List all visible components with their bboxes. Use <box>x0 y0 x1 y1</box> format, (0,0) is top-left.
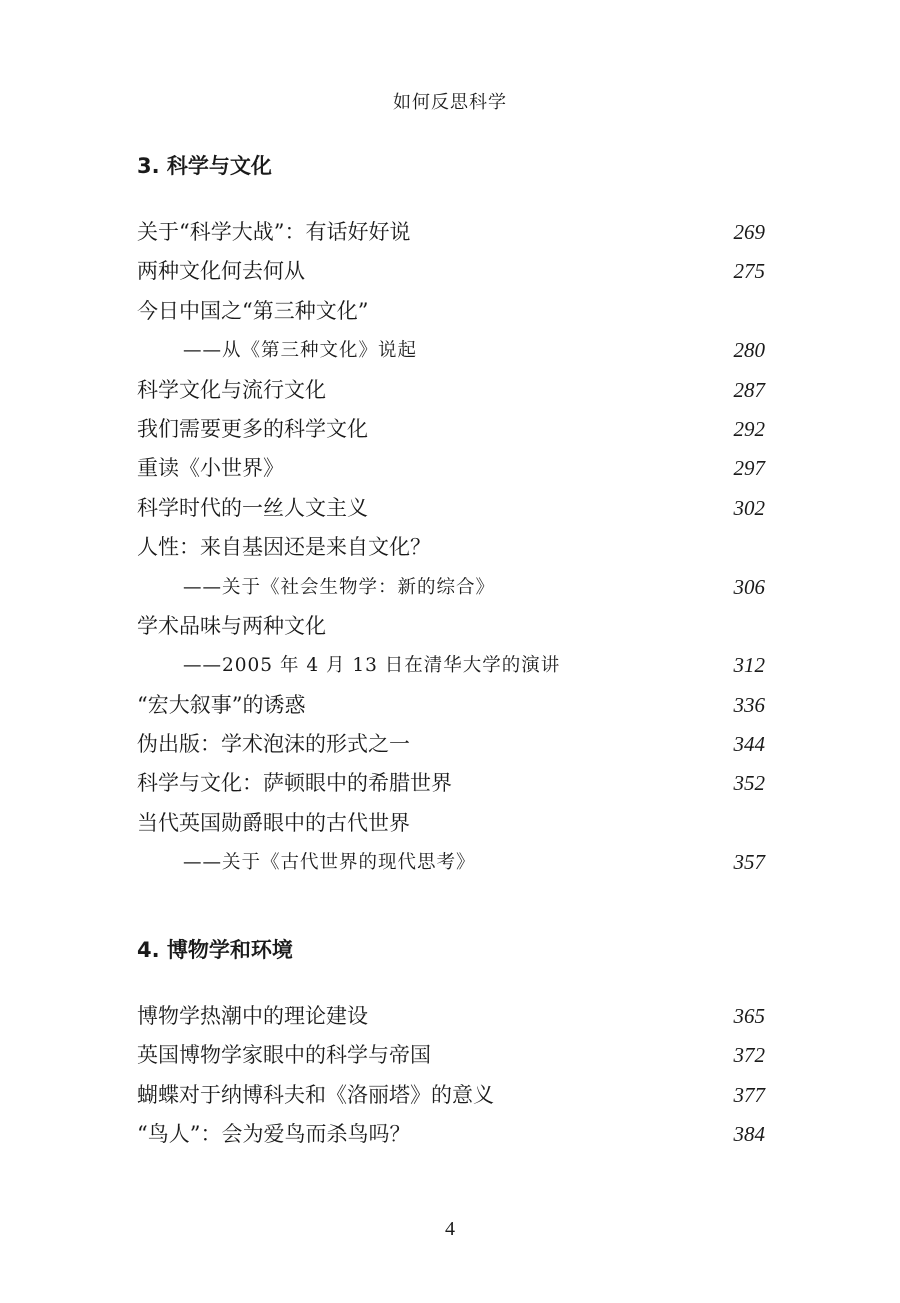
toc-entry[interactable] <box>137 528 765 567</box>
toc-entry[interactable] <box>137 489 765 528</box>
toc-entry-page: 372 <box>733 1043 765 1068</box>
toc-entry[interactable] <box>137 1115 765 1154</box>
toc-entry[interactable] <box>137 371 765 410</box>
toc-entry-title: 英国博物学家眼中的科学与帝国 <box>137 1043 431 1068</box>
toc-entry[interactable] <box>137 213 765 252</box>
toc-entry-subtitle-line[interactable] <box>137 843 765 882</box>
toc-entry[interactable] <box>137 252 765 291</box>
running-head: 如何反思科学 <box>393 92 507 113</box>
toc-entry-subtitle: ——关于《社会生物学：新的综合》 <box>183 576 496 598</box>
toc-entry-title: 学术品味与两种文化 <box>137 613 326 638</box>
toc-entry[interactable] <box>137 410 765 449</box>
toc-entry-title: 当代英国勋爵眼中的古代世界 <box>137 810 410 835</box>
section-heading-4: 4. 博物学和环境 <box>137 938 293 962</box>
toc-entry-subtitle: ——关于《古代世界的现代思考》 <box>183 852 476 874</box>
toc-entry-subtitle-line[interactable] <box>137 646 765 685</box>
toc-entry-title: 我们需要更多的科学文化 <box>137 416 368 441</box>
toc-entry-page: 384 <box>733 1122 765 1147</box>
toc-entry-page: 365 <box>733 1004 765 1028</box>
toc-entry-page: 275 <box>733 259 765 284</box>
toc-entry-page: 344 <box>733 732 765 757</box>
toc-entry-title: 科学时代的一丝人文主义 <box>137 495 368 520</box>
toc-entry-page: 292 <box>733 416 765 441</box>
toc-entry-page: 357 <box>733 850 765 875</box>
toc-entry-title: 重读《小世界》 <box>137 456 284 481</box>
toc-entry[interactable] <box>137 804 765 843</box>
toc-entry-subtitle: ——2005 年 4 月 13 日在清华大学的演讲 <box>183 655 561 677</box>
toc-entry-page: 280 <box>733 338 765 363</box>
toc-entry-page: 312 <box>733 653 765 678</box>
toc-entry-title: 科学与文化：萨顿眼中的希腊世界 <box>137 771 452 796</box>
toc-entry[interactable] <box>137 449 765 488</box>
toc-entry-page: 269 <box>733 220 765 244</box>
toc-entry-title: 人性：来自基因还是来自文化？ <box>137 535 431 560</box>
toc-entry-page: 287 <box>733 377 765 402</box>
toc-entry[interactable] <box>137 1036 765 1075</box>
toc-entry-title: 关于“科学大战”：有话好好说 <box>137 220 411 244</box>
toc-entry-page: 302 <box>733 495 765 520</box>
toc-list-section-3 <box>137 213 765 883</box>
toc-entry-page: 377 <box>733 1082 765 1107</box>
toc-entry-title: “鸟人”：会为爱鸟而杀鸟吗？ <box>137 1122 411 1147</box>
toc-entry-subtitle-line[interactable] <box>137 331 765 370</box>
toc-entry-page: 336 <box>733 692 765 717</box>
toc-entry-title: “宏大叙事”的诱惑 <box>137 692 306 717</box>
toc-entry[interactable] <box>137 686 765 725</box>
toc-entry-subtitle: ——从《第三种文化》说起 <box>183 340 418 362</box>
toc-entry-title: 伪出版：学术泡沫的形式之一 <box>137 732 410 757</box>
toc-entry[interactable] <box>137 997 765 1036</box>
toc-entry-page: 297 <box>733 456 765 481</box>
toc-entry[interactable] <box>137 292 765 331</box>
toc-entry-title: 今日中国之“第三种文化” <box>137 298 369 323</box>
toc-entry[interactable] <box>137 1076 765 1115</box>
toc-entry-title: 科学文化与流行文化 <box>137 377 326 402</box>
toc-list-section-4 <box>137 997 765 1155</box>
toc-entry[interactable] <box>137 764 765 803</box>
toc-entry-page: 306 <box>733 574 765 599</box>
toc-entry-subtitle-line[interactable] <box>137 568 765 607</box>
section-heading-3: 3. 科学与文化 <box>137 154 272 178</box>
toc-entry[interactable] <box>137 607 765 646</box>
toc-entry-title: 博物学热潮中的理论建设 <box>137 1004 368 1028</box>
toc-entry-title: 两种文化何去何从 <box>137 259 305 284</box>
toc-entry[interactable] <box>137 725 765 764</box>
toc-entry-page: 352 <box>733 771 765 796</box>
toc-entry-title: 蝴蝶对于纳博科夫和《洛丽塔》的意义 <box>137 1082 494 1107</box>
page-number: 4 <box>445 1218 455 1240</box>
